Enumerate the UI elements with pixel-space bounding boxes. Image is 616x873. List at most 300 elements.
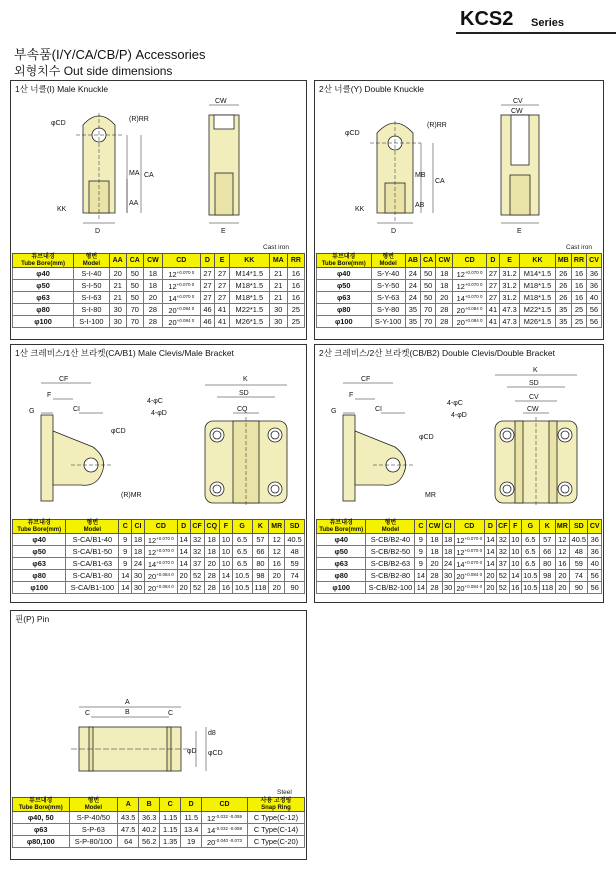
cell-tolerance: +0.070 0 — [176, 270, 195, 275]
cell-text: 56 — [589, 317, 599, 326]
cell-value — [570, 546, 588, 558]
cell-bore: φ40 — [317, 534, 366, 546]
cell-value — [144, 534, 177, 546]
cell-text: 26 — [559, 293, 568, 302]
cell-text: 9 — [123, 535, 128, 544]
header-col: CD — [202, 798, 248, 812]
table-row — [13, 558, 305, 570]
cell-value — [499, 316, 519, 328]
label-cf: CF — [361, 376, 371, 383]
cell-value — [484, 546, 496, 558]
cell-value — [177, 570, 190, 582]
cell-value — [421, 316, 436, 328]
cell-text: 20 — [207, 559, 216, 568]
cell-text: 12 — [147, 548, 157, 557]
cell-text: 36.3 — [142, 813, 157, 822]
header-model: 형번 Model — [69, 798, 118, 812]
cell-text: 18 — [430, 547, 439, 556]
cell-bore: φ100 — [317, 316, 372, 328]
cell-text: 80 — [543, 559, 552, 568]
cell-value — [405, 268, 420, 280]
cell-text: 20 — [558, 583, 567, 592]
cell-value — [454, 570, 484, 582]
cell-value — [109, 268, 126, 280]
label-mr: (R)MR — [121, 492, 142, 499]
cell-text: 26 — [559, 269, 568, 278]
cell-model: S-CA/B1-80 — [66, 570, 119, 582]
cell-value — [144, 546, 177, 558]
pin-title: 핀(P) Pin — [15, 614, 50, 624]
cell-value — [521, 570, 539, 582]
label-sd: SD — [529, 380, 539, 387]
cell-value — [520, 280, 556, 292]
cell-value — [415, 582, 427, 594]
male-clevis-drawing — [11, 357, 306, 522]
cell-value — [215, 292, 230, 304]
label-kk: KK — [57, 206, 67, 213]
label-g: G — [331, 408, 337, 415]
cell-bore: φ50 — [317, 546, 366, 558]
cell-value — [181, 824, 202, 836]
cell-bore: φ80 — [13, 570, 66, 582]
cell-value — [232, 582, 252, 594]
header-col: SD — [285, 520, 305, 534]
cell-text: 46 — [203, 317, 212, 326]
cell-model: S-CB/B2-63 — [366, 558, 415, 570]
cell-text: 6.5 — [236, 559, 248, 568]
cell-value — [570, 570, 588, 582]
header-col: SD — [570, 520, 588, 534]
label-f: F — [47, 392, 52, 399]
cell-value — [132, 570, 145, 582]
cell-value — [405, 280, 420, 292]
cell-text: 27 — [203, 269, 212, 278]
cell-text: 10.5 — [234, 571, 250, 580]
cell-tolerance: -0.032 -0.059 — [215, 826, 243, 831]
cell-text: 56 — [590, 583, 599, 592]
cell-value — [144, 558, 177, 570]
cell-text: 16 — [558, 559, 567, 568]
cell-value — [181, 812, 202, 824]
cell-value — [118, 836, 139, 848]
cell-value — [219, 582, 232, 594]
header-col: A — [118, 798, 139, 812]
cell-bore: φ63 — [13, 292, 74, 304]
male-knuckle-panel — [10, 80, 307, 340]
cell-value — [421, 268, 436, 280]
table-row — [317, 546, 602, 558]
cell-text: 40.5 — [287, 535, 302, 544]
cell-value — [219, 534, 232, 546]
cell-value — [118, 824, 139, 836]
cell-value — [287, 268, 304, 280]
cell-value — [232, 570, 252, 582]
cell-text: 12 — [272, 535, 281, 544]
cell-text: 36 — [589, 269, 599, 278]
double-knuckle-title: 2산 너클(Y) Double Knuckle — [319, 84, 424, 94]
cell-text: 30 — [113, 317, 122, 326]
cell-tolerance: +0.070 0 — [464, 548, 483, 553]
header-col: CV — [587, 254, 602, 268]
cell-bore: φ100 — [317, 582, 366, 594]
cell-value — [555, 304, 571, 316]
cell-text: 32 — [192, 535, 202, 544]
cell-model: S-I-63 — [74, 292, 110, 304]
cell-value — [229, 280, 269, 292]
cell-tolerance: -0.032 -0.059 — [215, 814, 243, 819]
cell-value — [555, 546, 570, 558]
cell-value — [442, 534, 454, 546]
cell-text: 16 — [574, 293, 584, 302]
header-model: 형번 Model — [366, 520, 415, 534]
cell-value — [486, 316, 499, 328]
cell-text: 18 — [207, 535, 216, 544]
cell-tolerance: +0.070 0 — [176, 294, 195, 299]
label-e: E — [221, 228, 226, 235]
cell-text: 28 — [148, 305, 158, 314]
cell-value — [486, 292, 499, 304]
cell-value — [285, 582, 305, 594]
cell-value — [415, 558, 427, 570]
table-row — [13, 570, 305, 582]
cell-text: 14 — [221, 571, 230, 580]
cell-value — [162, 304, 200, 316]
cell-value — [126, 280, 143, 292]
cell-value — [285, 534, 305, 546]
label-cd: φCD — [111, 428, 126, 435]
table-row — [13, 812, 305, 824]
cell-bore: φ63 — [13, 824, 70, 836]
header-col: CW — [143, 254, 162, 268]
cell-value — [109, 316, 126, 328]
cell-tolerance: +0.084 0 — [156, 584, 174, 589]
cell-text: 10 — [511, 535, 520, 544]
cell-text: 30 — [113, 305, 122, 314]
cell-value — [269, 570, 285, 582]
cell-tolerance: +0.070 0 — [156, 560, 174, 565]
cell-text: 9 — [418, 535, 423, 544]
header-col: F — [509, 520, 521, 534]
cell-value — [588, 582, 602, 594]
cell-text: 37 — [192, 559, 202, 568]
header-col: CW — [436, 254, 453, 268]
cell-text: M18*1.5 — [235, 281, 264, 290]
cell-text: 20 — [207, 838, 216, 847]
cell-value — [143, 304, 162, 316]
cell-value — [520, 268, 556, 280]
cell-text: 24 — [408, 281, 417, 290]
cell-value — [269, 280, 287, 292]
cell-value — [132, 558, 145, 570]
cell-text: 18 — [444, 535, 453, 544]
cell-text: 35 — [408, 317, 417, 326]
cell-text: 28 — [148, 317, 158, 326]
cell-value — [571, 280, 586, 292]
cell-text: 10.5 — [234, 583, 250, 592]
header-model: 형번 Model — [74, 254, 110, 268]
cell-text: 40 — [590, 559, 599, 568]
cell-text: 35 — [408, 305, 417, 314]
cell-value — [132, 534, 145, 546]
male-knuckle-table — [12, 253, 305, 328]
cell-value — [520, 292, 556, 304]
label-c: C — [85, 710, 91, 717]
pin-drawing — [11, 623, 306, 803]
cell-value — [143, 268, 162, 280]
cell-value — [204, 534, 219, 546]
series-title: KCS2 — [460, 8, 514, 30]
label-cd: φCD — [345, 130, 360, 137]
cell-value — [453, 268, 487, 280]
double-knuckle-drawing — [315, 93, 603, 253]
header-col: C — [415, 520, 427, 534]
cell-value — [509, 558, 521, 570]
cell-value — [200, 268, 215, 280]
header-col: MR — [555, 520, 570, 534]
cell-text: 48 — [574, 547, 583, 556]
cell-model: S-CA/B1-50 — [66, 546, 119, 558]
cell-value — [139, 812, 160, 824]
cell-value — [587, 280, 602, 292]
cell-tolerance: +0.070 0 — [464, 270, 483, 275]
cell-text: 14 — [486, 547, 495, 556]
table-row — [13, 546, 305, 558]
cell-text: 21 — [274, 281, 283, 290]
cell-text: 9 — [123, 559, 128, 568]
cell-text: 30 — [133, 571, 143, 580]
cell-text: 12 — [168, 270, 177, 279]
cell-text: 41 — [488, 305, 498, 314]
cell-text: 14 — [511, 571, 520, 580]
cell-value — [252, 558, 269, 570]
cell-value — [453, 292, 487, 304]
cell-tolerance: +0.070 0 — [156, 536, 174, 541]
cell-text: 18 — [430, 535, 439, 544]
cell-value — [496, 546, 509, 558]
cell-text: 30 — [274, 317, 283, 326]
cell-text: M22*1.5 — [235, 305, 264, 314]
cell-text: 32 — [192, 547, 202, 556]
cell-model: S-I-50 — [74, 280, 110, 292]
cell-model: S-CA/B1-40 — [66, 534, 119, 546]
cell-text: 43.5 — [121, 813, 136, 822]
cell-value — [509, 546, 521, 558]
label-mb: MB — [415, 172, 426, 179]
cell-text: 27 — [203, 281, 212, 290]
cell-text: 74 — [574, 571, 583, 580]
cell-value — [144, 570, 177, 582]
cell-value — [521, 582, 539, 594]
series-suffix: Series — [531, 17, 565, 29]
cell-value — [521, 558, 539, 570]
cell-value — [587, 292, 602, 304]
table-row — [13, 292, 305, 304]
cell-text: 28 — [207, 571, 216, 580]
cell-value — [219, 570, 232, 582]
cell-value — [454, 582, 484, 594]
cell-text: 14 — [168, 294, 177, 303]
cell-model: S-CB/B2-50 — [366, 546, 415, 558]
header-col: CF — [496, 520, 509, 534]
cell-tolerance: +0.070 0 — [176, 282, 195, 287]
label-a: A — [125, 699, 130, 706]
cell-text: 24 — [133, 559, 143, 568]
cell-value — [287, 292, 304, 304]
label-e: E — [517, 228, 522, 235]
cell-text: 14 — [207, 826, 216, 835]
cell-text: 47.3 — [502, 317, 517, 326]
cell-text: 10 — [221, 559, 230, 568]
cell-text: 14 — [486, 559, 495, 568]
cell-text: 20 — [430, 559, 439, 568]
cell-value — [555, 292, 571, 304]
cell-bore: φ100 — [13, 316, 74, 328]
label-cd: φCD — [51, 120, 66, 127]
cell-text: 26 — [559, 281, 568, 290]
cell-tolerance: +0.070 0 — [464, 294, 483, 299]
cell-value — [453, 316, 487, 328]
cell-text: 56 — [589, 305, 599, 314]
label-c: 4-φC — [447, 400, 463, 407]
cell-text: 66 — [256, 547, 265, 556]
label-ca: CA — [435, 178, 445, 185]
male-clevis-table — [12, 519, 305, 594]
cell-value — [555, 582, 570, 594]
header-col: CA — [421, 254, 436, 268]
cell-text: M18*1.5 — [235, 293, 264, 302]
label-ci: CI — [73, 406, 80, 413]
cell-value — [486, 280, 499, 292]
cell-bore: φ40 — [13, 534, 66, 546]
cell-text: 50 — [130, 281, 139, 290]
cell-text: M18*1.5 — [523, 293, 552, 302]
cell-value — [509, 582, 521, 594]
label-k: K — [533, 367, 538, 374]
cell-value — [427, 534, 442, 546]
header-col: D — [181, 798, 202, 812]
cell-text: 20 — [456, 584, 465, 593]
cell-text: 57 — [543, 535, 552, 544]
cell-text: 40.2 — [142, 825, 157, 834]
cell-value — [269, 582, 285, 594]
label-cd: φCD — [419, 434, 434, 441]
cell-value — [427, 558, 442, 570]
header-col: KK — [229, 254, 269, 268]
cell-text: 14 — [179, 535, 188, 544]
cell-value — [555, 534, 570, 546]
cell-text: 27 — [488, 281, 498, 290]
label-d: D — [95, 228, 101, 235]
table-row — [13, 304, 305, 316]
cell-value — [119, 570, 132, 582]
cell-value — [539, 570, 555, 582]
label-ca: CA — [144, 172, 154, 179]
cell-text: 74 — [290, 571, 299, 580]
cell-snap: C Type(C-12) — [247, 812, 304, 824]
table-row — [13, 582, 305, 594]
cell-value — [252, 582, 269, 594]
cell-text: 25 — [291, 317, 301, 326]
cell-value — [442, 558, 454, 570]
cell-text: 20 — [168, 318, 177, 327]
table-row — [317, 570, 602, 582]
label-kk: KK — [355, 206, 365, 213]
cell-snap: C Type(C-20) — [247, 836, 304, 848]
cell-text: 14 — [179, 559, 188, 568]
cell-value — [132, 546, 145, 558]
cell-tolerance: +0.070 0 — [464, 536, 483, 541]
header-col: D — [200, 254, 215, 268]
header-col: AA — [109, 254, 126, 268]
cell-value — [421, 304, 436, 316]
cell-text: 52 — [192, 571, 202, 580]
table-row — [317, 534, 602, 546]
cell-value — [126, 316, 143, 328]
cell-text: M26*1.5 — [235, 317, 264, 326]
cell-text: 16 — [291, 281, 301, 290]
cell-text: 37 — [498, 559, 507, 568]
cell-text: 27 — [488, 293, 498, 302]
label-cv: CV — [513, 98, 523, 105]
cell-text: 50 — [130, 293, 139, 302]
cell-text: 14 — [147, 560, 157, 569]
cell-value — [285, 546, 305, 558]
label-cd: φCD — [208, 750, 223, 757]
cell-tolerance: +0.084 0 — [464, 306, 483, 311]
cell-tolerance: +0.070 0 — [464, 282, 483, 287]
cell-value — [539, 558, 555, 570]
header-col: E — [499, 254, 519, 268]
cell-snap: C Type(C-14) — [247, 824, 304, 836]
double-knuckle-note: Cast iron — [566, 244, 593, 251]
cell-value — [405, 304, 420, 316]
cell-bore: φ40 — [13, 268, 74, 280]
cell-text: 10 — [511, 559, 520, 568]
cell-value — [496, 534, 509, 546]
header-col: RR — [571, 254, 586, 268]
cell-text: M26*1.5 — [523, 317, 552, 326]
cell-text: 118 — [254, 583, 267, 592]
cell-value — [177, 582, 190, 594]
cell-text: 12 — [272, 547, 281, 556]
cell-text: 10 — [511, 547, 520, 556]
cell-text: 6.5 — [525, 547, 536, 556]
cell-text: 20 — [179, 571, 188, 580]
cell-text: 20 — [168, 306, 177, 315]
cell-text: 98 — [256, 571, 265, 580]
cell-value — [190, 546, 204, 558]
label-g: G — [29, 408, 35, 415]
cell-tolerance: +0.084 0 — [156, 572, 174, 577]
table-row — [13, 824, 305, 836]
cell-text: 25 — [291, 305, 301, 314]
header-col: CI — [132, 520, 145, 534]
cell-text: 28 — [430, 583, 439, 592]
cell-text: 20 — [456, 318, 465, 327]
cell-text: 30 — [444, 571, 453, 580]
cell-value — [539, 546, 555, 558]
cell-value — [200, 292, 215, 304]
cell-value — [126, 304, 143, 316]
cell-text: M14*1.5 — [523, 269, 552, 278]
label-d: φD — [187, 748, 197, 755]
cell-value — [588, 570, 602, 582]
cell-model: S-Y-80 — [371, 304, 405, 316]
page-subtitle: 외형치수 Out side dimensions — [14, 64, 173, 78]
header-col: KK — [520, 254, 556, 268]
cell-text: 11.5 — [184, 813, 199, 822]
cell-bore: φ50 — [13, 546, 66, 558]
